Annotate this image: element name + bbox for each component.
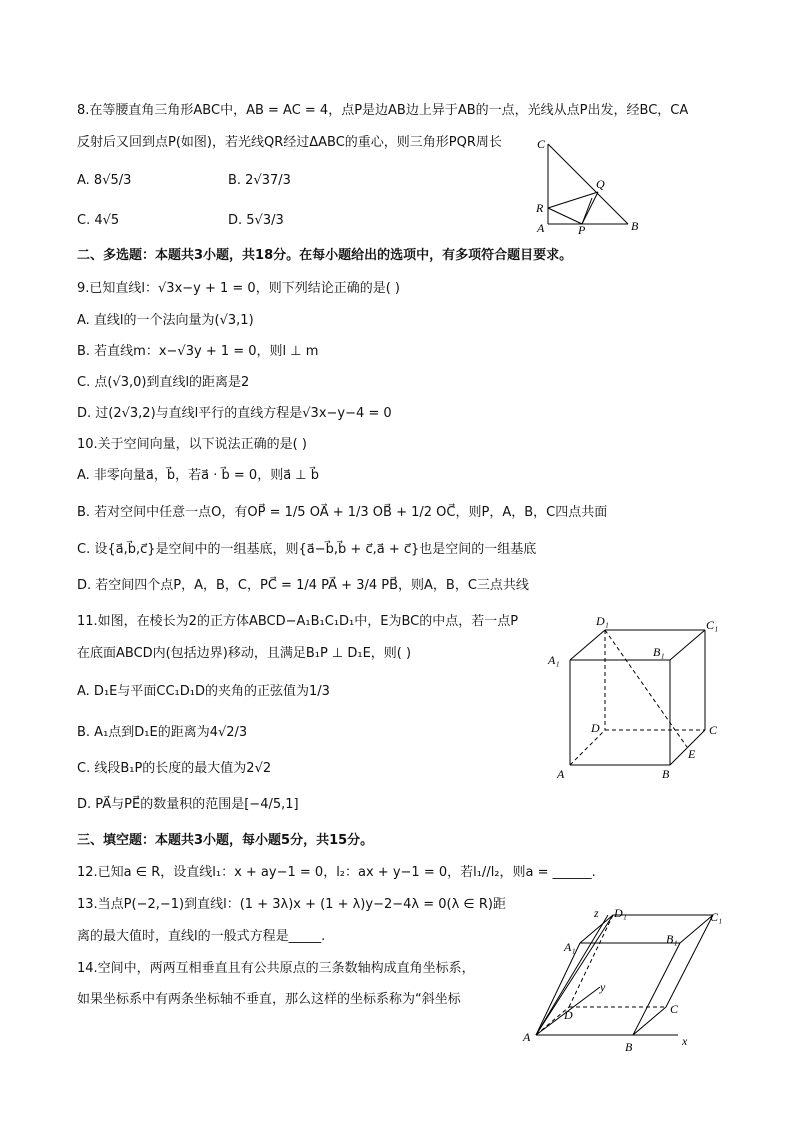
q10-option-b: B. 若对空间中任意一点O，有OP⃗ = 1/5 OA⃗ + 1/3 OB⃗ + 1/2 OC⃗，则P，A，B，C四点共面 <box>77 505 608 520</box>
q14-line2: 如果坐标系中有两条坐标轴不垂直，那么这样的坐标系称为“斜坐标 <box>77 992 461 1007</box>
q8-label-p: P <box>578 223 586 237</box>
q14-label-b: B <box>625 1040 633 1054</box>
q8-label-a: A <box>537 221 545 235</box>
q9-option-c: C. 点(√3,0)到直线l的距离是2 <box>77 375 250 390</box>
q8-label-q: Q <box>596 177 605 191</box>
q14-label-b1: B₁ <box>666 932 678 946</box>
q14-label-d: D <box>564 1008 573 1022</box>
q14-label-y: y <box>600 980 606 994</box>
q10-option-a: A. 非零向量a⃗，b⃗，若a⃗ · b⃗ = 0，则a⃗ ⊥ b⃗ <box>77 468 319 483</box>
q8-option-a: A. 8√5/3 <box>77 173 132 188</box>
q11-option-c: C. 线段B₁P的长度的最大值为2√2 <box>77 761 272 776</box>
q11-option-a: A. D₁E与平面CC₁D₁D的夹角的正弦值为1/3 <box>77 684 330 699</box>
q11-line2: 在底面ABCD内(包括边界)移动，且满足B₁P ⊥ D₁E，则( ) <box>77 646 412 661</box>
q8-option-b: B. 2√37/3 <box>228 173 291 188</box>
q9-option-b: B. 若直线m：x−√3y + 1 = 0，则l ⊥ m <box>77 344 319 359</box>
q14-label-x: x <box>682 1034 688 1048</box>
q9-option-d: D. 过(2√3,2)与直线l平行的直线方程是√3x−y−4 = 0 <box>77 406 392 421</box>
q8-label-r: R <box>536 201 544 215</box>
q13-line1: 13.当点P(−2,−1)到直线l：(1 + 3λ)x + (1 + λ)y−2−4λ = 0(λ ∈ R)距 <box>77 897 506 912</box>
q11-line1: 11.如图，在棱长为2的正方体ABCD−A₁B₁C₁D₁中，E为BC的中点，若一点P <box>77 614 519 629</box>
section-3-heading: 三、填空题：本题共3小题，每小题5分，共15分。 <box>77 833 374 848</box>
q8-option-d: D. 5√3/3 <box>228 213 284 228</box>
q14-label-c: C <box>670 1002 679 1016</box>
q9-option-a: A. 直线l的一个法向量为(√3,1) <box>77 313 254 328</box>
q11-label-c1: C₁ <box>706 618 719 632</box>
q11-label-c: C <box>709 723 718 737</box>
q8-label-c: C <box>537 137 546 151</box>
q12-text: 12.已知a ∈ R，设直线l₁：x + ay−1 = 0，l₂：ax + y−1 = 0，若l₁//l₂，则a = ______. <box>77 865 596 880</box>
q10-option-d: D. 若空间四个点P，A，B，C，PC⃗ = 1/4 PA⃗ + 3/4 PB⃗，则A，B，C三点共线 <box>77 578 529 593</box>
q14-label-a1: A₁ <box>564 940 576 954</box>
q9-stem: 9.已知直线l：√3x−y + 1 = 0，则下列结论正确的是( ) <box>77 281 400 296</box>
q11-label-b1: B₁ <box>653 645 665 659</box>
q11-label-a: A <box>557 767 565 781</box>
q13-line2: 离的最大值时，直线l的一般式方程是_____. <box>77 929 326 944</box>
q14-oblique-coordinate-figure <box>518 905 723 1055</box>
q14-label-z: z <box>594 906 599 920</box>
q8-option-c: C. 4√5 <box>77 213 120 228</box>
q8-triangle-figure <box>530 136 650 236</box>
q11-label-d: D <box>591 721 600 735</box>
q11-label-b: B <box>662 767 670 781</box>
q11-label-d1: D₁ <box>596 614 609 628</box>
q11-option-d: D. PA⃗与PE⃗的数量积的范围是[−4/5,1] <box>77 797 299 812</box>
q8-line1: 8.在等腰直角三角形ABC中，AB = AC = 4，点P是边AB边上异于AB的一点，光线从点P出发，经BC，CA <box>77 103 689 118</box>
q10-option-c: C. 设{a⃗,b⃗,c⃗}是空间中的一组基底，则{a⃗−b⃗,b⃗ + c⃗,a⃗ + c⃗}也是空间的一组基底 <box>77 542 537 557</box>
q11-label-e: E <box>688 747 696 761</box>
q14-label-a: A <box>523 1030 531 1044</box>
q14-label-c1: C₁ <box>710 910 723 924</box>
q11-option-b: B. A₁点到D₁E的距离为4√2/3 <box>77 725 248 740</box>
q14-line1: 14.空间中，两两互相垂直且有公共原点的三条数轴构成直角坐标系， <box>77 961 475 976</box>
q14-label-d1: D₁ <box>614 906 627 920</box>
q10-stem: 10.关于空间向量，以下说法正确的是( ) <box>77 437 307 452</box>
q11-cube-figure <box>540 610 730 785</box>
q11-label-a1: A₁ <box>548 653 560 667</box>
q8-label-b: B <box>631 219 639 233</box>
q8-line2: 反射后又回到点P(如图)，若光线QR经过ΔABC的重心，则三角形PQR周长 <box>77 135 502 150</box>
section-2-heading: 二、多选题：本题共3小题，共18分。在每小题给出的选项中，有多项符合题目要求。 <box>77 248 573 263</box>
